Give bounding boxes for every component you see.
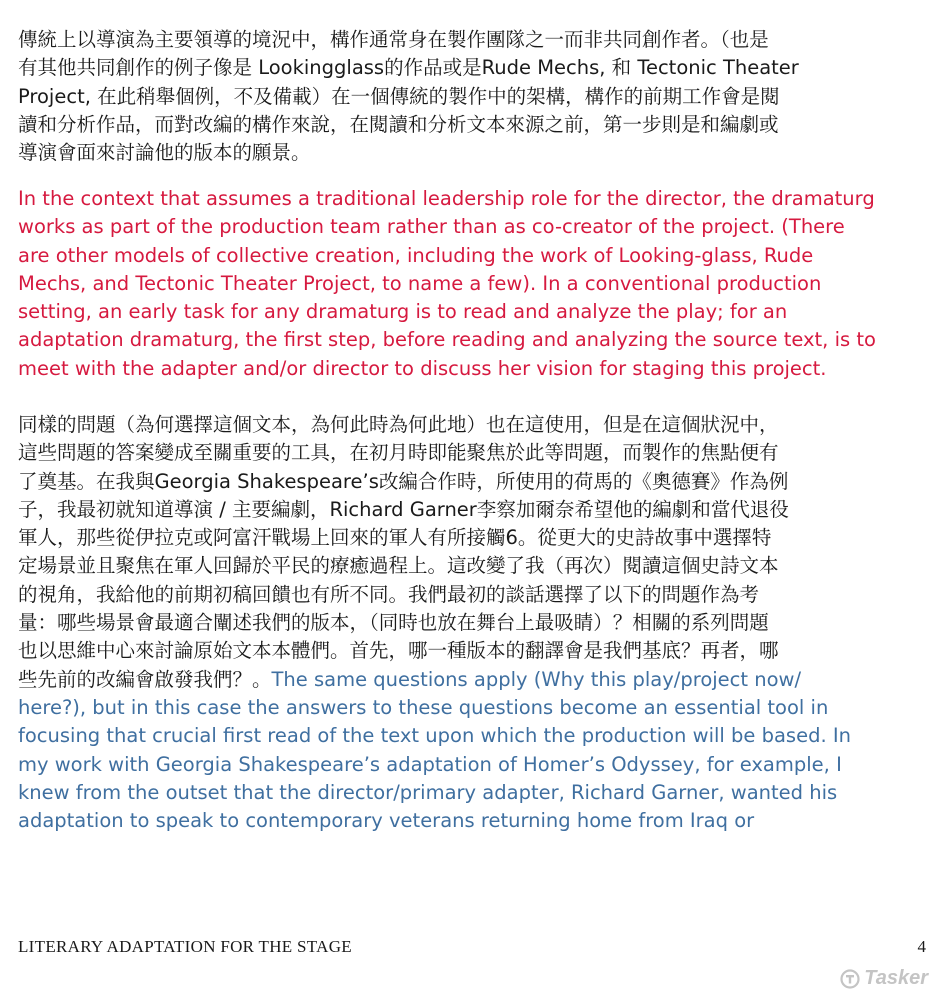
tasker-watermark <box>840 967 928 990</box>
paragraph-2-english: The same questions apply (Why this play/project now/ here?), but in this case the answers to these questions become an essential tool in focusing that crucial first read of the text upon which the production will be based. In my work with Georgia Shakespeare’s adaptation of Homer’s Odyssey, for example, I knew from the outset that the director/primary adapter, Richard Garner, wanted his adaptation to speak to contemporary veterans returning home from Iraq or <box>18 667 851 833</box>
paragraph-2-chinese: 同樣的問題（為何選擇這個文本，為何此時為何此地）也在這使用，但是在這個狀況中， 這些問題的答案變成至關重要的工具，在初月時即能聚焦於此等問題，而製作的焦點便有 了奠基。在我與Georgia Shakespeare’s改編合作時，所使用的荷馬的《奧德賽》作為例 子，我最初就知道導演 / 主要編劇，Richard Garner李察加爾奈希望他的編劇和當代退役 軍人，那些從伊拉克或阿富汗戰場上回來的軍人有所接觸6。從更大的史詩故事中選擇特 定場景並且聚焦在軍人回歸於平民的療癒過程上。這改變了我（再次）閱讀這個史詩文本 的視角，我給他的前期初稿回饋也有所不同。我們最初的談話選擇了以下的問題作為考 量：哪些場景會最適合闡述我們的版本，（同時也放在舞台上最吸睛）？相關的系列問題 也以思維中心來討論原始文本本體們。首先，哪一種版本的翻譯會是我們基底？再者，哪 些先前的改編會啟發我們？。 <box>18 413 789 691</box>
footer-book-title: LITERARY ADAPTATION FOR THE STAGE <box>18 937 352 956</box>
paragraph-2 <box>18 411 928 835</box>
tasker-logo-icon <box>840 969 860 989</box>
watermark-text: Tasker <box>864 967 928 989</box>
page-number: 4 <box>917 937 926 956</box>
paragraph-1-chinese: 傳統上以導演為主要領導的境況中，構作通常身在製作團隊之一而非共同創作者。（也是 有其他共同創作的例子像是 Lookingglass的作品或是Rude Mechs, 和 Tectonic Theater Project, 在此稍舉個例，不及備載）在一個傳統的製作中的架構，構作的前期工作會是閱 讀和分析作品，而對改編的構作來說，在閱讀和分析文本來源之前，第一步則是和編劇或 導演會面來討論他的版本的願景。 <box>18 28 799 165</box>
paragraph-1-english: In the context that assumes a traditional leadership role for the director, the dramaturg works as part of the production team rather than as co-creator of the project. (There are other models of collective creation, including the work of Looking-glass, Rude Mechs, and Tectonic Theater Project, to name a few). In a conventional production setting, an early task for any dramaturg is to read and analyze the play; for an adaptation dramaturg, the first step, before reading and analyzing the source text, is to meet with the adapter and/or director to discuss her vision for staging this project. <box>18 187 876 380</box>
